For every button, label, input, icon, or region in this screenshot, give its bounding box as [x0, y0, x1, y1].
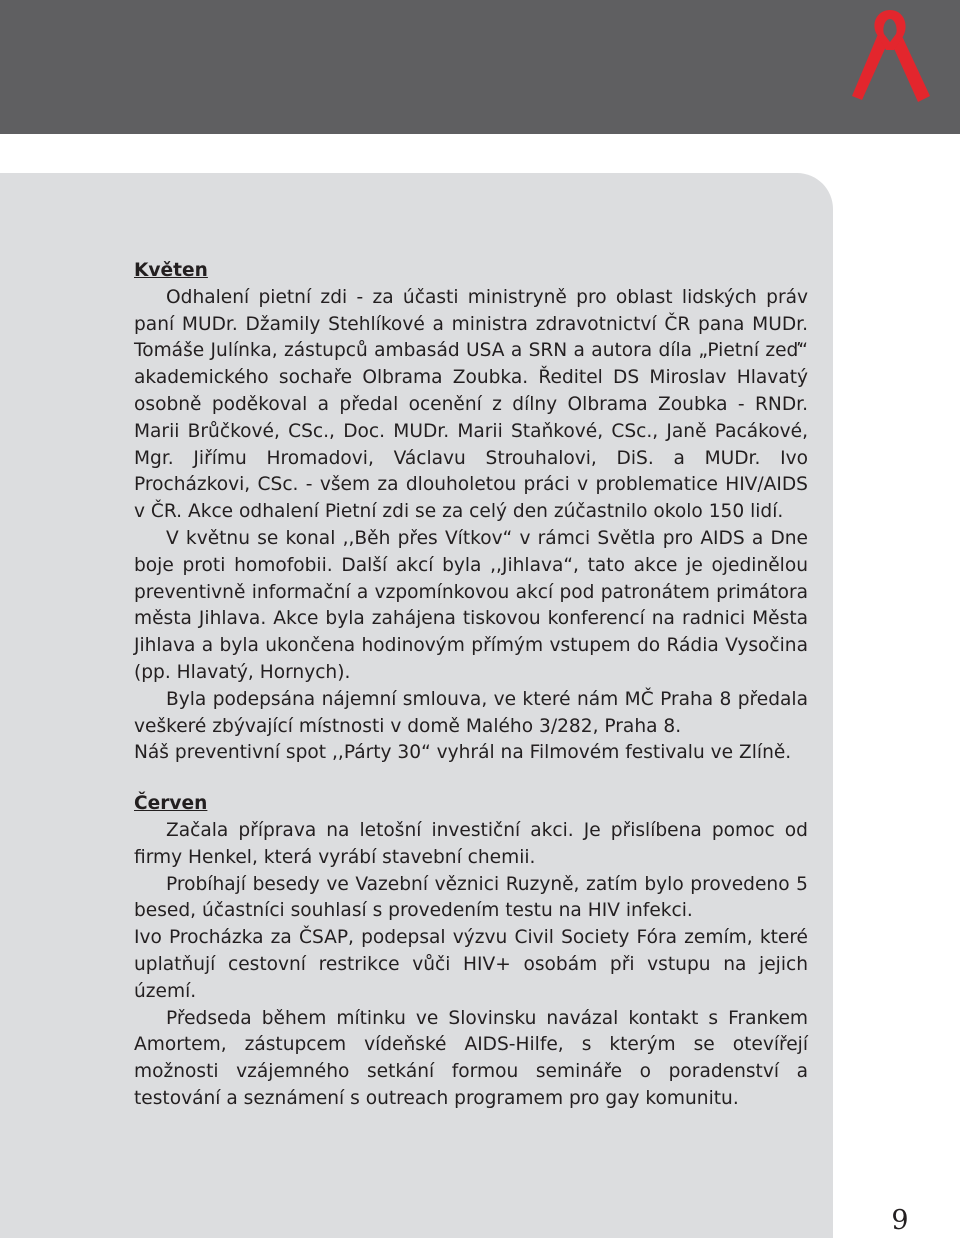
header-bar: [0, 0, 960, 134]
document-body: [134, 258, 808, 1137]
paragraph: Odhalení pietní zdi - za účasti ministryně pro oblast lidských práv paní MUDr. Džamily Stehlíkové a ministra zdravotnictví ČR pana MUDr. Tomáše Julínka, zástupců ambasád USA a SRN a autora díla „Pietní zeď“ akademického sochaře Olbrama Zoubka. Ředitel DS Miroslav Hlavatý osobně poděkoval a předal ocenění z dílny Olbrama Zoubka - RNDr. Marii Brůčkové, CSc., Doc. MUDr. Marii Staňkové, CSc., Janě Pacákové, Mgr. Jiřímu Hromadovi, Václavu Strouhalovi, DiS. a MUDr. Ivo Procházkovi, CSc. - všem za dlouholetou práci v problematice HIV/AIDS v ČR. Akce odhalení Pietní zdi se za celý den zúčastnilo okolo 150 lidí.: [134, 286, 808, 523]
section-cerven: [134, 791, 808, 1113]
paragraph: Začala příprava na letošní investiční akci. Je přislíbena pomoc od firmy Henkel, která vyrábí stavební chemii.: [134, 819, 808, 868]
paragraph: Náš preventivní spot ,,Párty 30“ vyhrál na Filmovém festivalu ve Zlíně.: [134, 742, 792, 764]
paragraph: Předseda během mítinku ve Slovinsku navázal kontakt s Frankem Amortem, zástupcem vídeňské AIDS-Hilfe, s kterým se otevířejí možnosti vzájemného setkání formou semináře o poradenství a testování a seznámení s outreach programem pro gay komunitu.: [134, 1007, 808, 1109]
paragraph: Probíhají besedy ve Vazební věznici Ruzyně, zatím bylo provedeno 5 besed, účastníci souhlasí s provedením testu na HIV infekci.: [134, 873, 808, 922]
red-ribbon-icon: [848, 8, 932, 104]
section-heading: Červen: [134, 793, 208, 815]
section-heading: Květen: [134, 260, 208, 281]
paragraph: Byla podepsána nájemní smlouva, ve které nám MČ Praha 8 předala veškeré zbývající místnosti v domě Malého 3/282, Praha 8.: [134, 688, 808, 737]
paragraph: V květnu se konal ,,Běh přes Vítkov“ v rámci Světla pro AIDS a Dne boje proti homofobii. Další akcí byla ,,Jihlava“, tato akce je ojedinělou preventivně informační a vzpomínkovou akcí pod patronátem primátora města Jihlava. Akce byla zahájena tiskovou konferencí na radnici Města Jihlava a byla ukončena hodinovým přímým vstupem do Rádia Vysočina (pp. Hlavatý, Hornych).: [134, 527, 808, 683]
section-kveten: [134, 258, 808, 767]
page-number: 9: [891, 1205, 909, 1236]
paragraph: Ivo Procházka za ČSAP, podepsal výzvu Civil Society Fóra zemím, které uplatňují cestovní restrikce vůči HIV+ osobám při vstupu na jejich území.: [134, 927, 808, 1002]
